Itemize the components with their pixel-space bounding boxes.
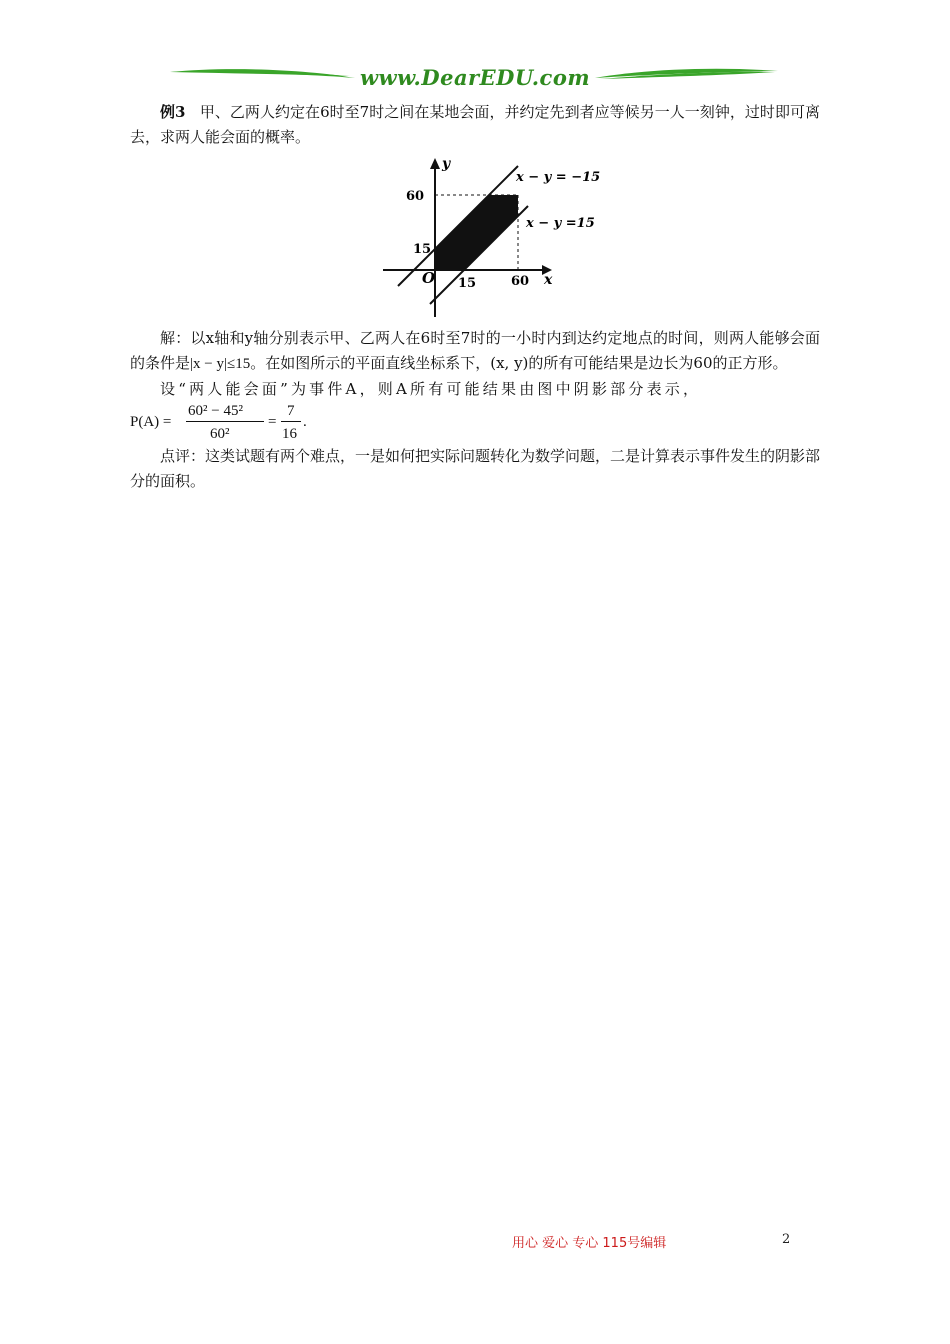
formula-equals: = xyxy=(268,414,277,430)
example-label: 例3 xyxy=(160,103,186,121)
example-problem xyxy=(130,100,820,150)
formula-lhs: P(A) = xyxy=(130,414,172,430)
footer-text: 用心 爱心 专心 115号编辑 xyxy=(512,1236,667,1251)
solution-paragraph xyxy=(130,326,820,377)
tick-60-x: 60 xyxy=(511,274,530,289)
tick-60-y: 60 xyxy=(406,189,425,204)
example-text: 甲、乙两人约定在6时至7时之间在某地会面，并约定先到者应等候另一人一刻钟，过时即可离去，求两人能会面的概率。 xyxy=(130,103,820,146)
y-axis-label: y xyxy=(442,156,451,172)
formula-period: . xyxy=(303,414,307,430)
formula-result-numerator: 7 xyxy=(287,403,295,419)
comment-text: 点评：这类试题有两个难点，一是如何把实际问题转化为数学问题，二是计算表示事件发生的阴影部分的面积。 xyxy=(130,447,821,490)
region-graph xyxy=(378,152,608,320)
probability-formula xyxy=(130,402,820,444)
meeting-condition: |x − y|≤15 xyxy=(190,356,251,372)
site-header xyxy=(170,62,780,92)
document-body xyxy=(130,100,820,494)
formula-result-denominator: 16 xyxy=(282,426,297,442)
line-upper-label: x − y = −15 xyxy=(516,170,601,185)
tick-15-x: 15 xyxy=(458,276,477,291)
x-axis-label: x xyxy=(544,272,553,288)
formula-numerator: 60² − 45² xyxy=(188,403,243,419)
event-text: 设“两人能会面”为事件A，则A所有可能结果由图中阴影部分表示， xyxy=(160,380,702,398)
solution-text-b: 。在如图所示的平面直线坐标系下，(x, y)的所有可能结果是边长为60的正方形。 xyxy=(250,354,788,372)
page-number: 2 xyxy=(782,1232,791,1247)
site-url[interactable]: www.DearEDU.com xyxy=(359,65,591,90)
formula-denominator: 60² xyxy=(210,426,230,442)
origin-label: O xyxy=(422,269,436,287)
solution-text-a: 解：以x轴和y轴分别表示甲、乙两人在6时至7时的一小时内到达约定地点的时间，则两人能够会面的条件是 xyxy=(130,329,820,372)
coordinate-figure xyxy=(130,152,820,320)
comment-paragraph xyxy=(130,444,820,494)
tick-15-y: 15 xyxy=(413,242,432,257)
line-lower-label: x − y =15 xyxy=(526,216,595,231)
